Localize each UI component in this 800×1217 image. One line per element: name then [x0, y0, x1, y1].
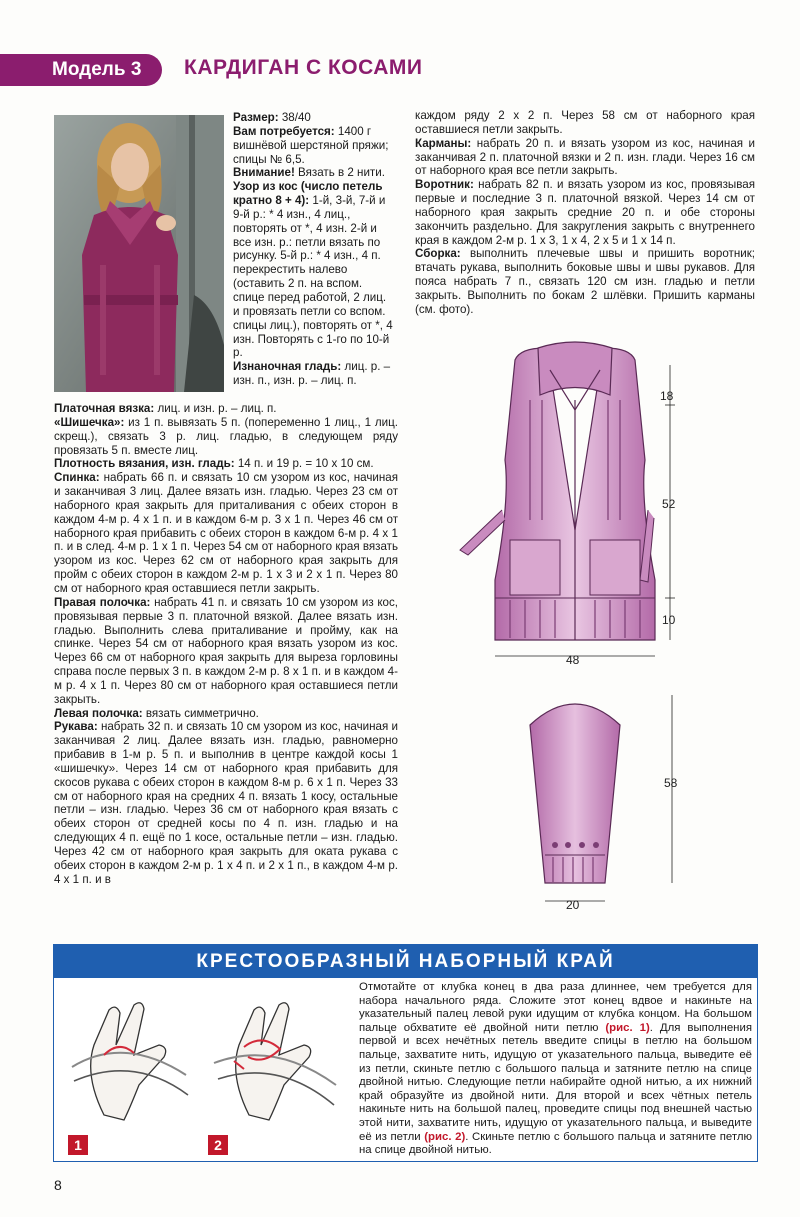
size-value: 38/40 [281, 111, 311, 124]
cable-pattern-label: Узор из кос (число петель кратно 8 + 4): [233, 180, 383, 208]
right-front-label: Правая полочка: [54, 595, 151, 609]
attention-label: Внимание! [233, 166, 295, 180]
back-text: набрать 66 п. и связать 10 см узором из кос, начиная и заканчивая 3 лиц. Далее вязать изн. гладью. Через 23 см от наборного края закрыть для приталивания с обеих сторон в каждом 4-м р. 4 х 1 п. и в каждом 6-м р. 3 х 1 п. Через 46 см от наборного края прибавить с обеих сторон в каждом 6-м р. 4 х 1 п. и в след. 4-м р. 1 х 1 п. Через 54 см от наборного края вязать узором из кос. Через 62 см от наборного края закрыть для пройм с обеих сторон в каждом 2-м р. 1 х 3 и 2 х 1 п. Через 80 см от наборного края оставшиеся петли закрыть. [54, 471, 398, 595]
instructions-column [54, 402, 398, 887]
materials-column [233, 111, 395, 388]
model-badge [0, 54, 162, 86]
page-title: КАРДИГАН С КОСАМИ [184, 56, 423, 79]
pockets-label: Карманы: [415, 136, 472, 150]
dim-collar: 18 [660, 389, 674, 403]
size-label: Размер: [233, 111, 279, 124]
figure-ref-1: (рис. 1) [605, 1021, 650, 1034]
left-front-text: вязать симметрично. [145, 706, 259, 720]
panel-text-part-1: Отмотайте от клубка конец в два раза длиннее, чем требуется для набора начального ряда. Сложите этот конец вдвое и накиньте на указательный палец левой руки идущим от клубка концом. На большом пальце обхватите её двойной нити петлю [359, 981, 752, 1034]
dim-sleeve-length: 58 [664, 776, 678, 790]
right-front-text: набрать 41 п. и связать 10 см узором из кос, провязывая первые 3 п. платочной вязкой. Далее вязать изн. гладью. Выполнить слева приталивание и пройму, как на спинке. Через 54 см от наборного края вязать узором из кос. Через 66 см от наборного края закрыть для выреза горловины справа после первых 3 п. в каждом 2-м р. 8 х 1 п. и в каждом 4-м р. 4 х 1 п. Через 80 см от наборного края оставшиеся петли закрыть. [54, 595, 398, 706]
hand-illustration-1 [64, 985, 194, 1125]
bobble-label: «Шишечка»: [54, 415, 125, 429]
left-front-label: Левая полочка: [54, 706, 143, 720]
needs-label: Вам потребуется: [233, 124, 335, 138]
purl-stitch-label: Изнаночная гладь: [233, 360, 342, 374]
sleeves-label: Рукава: [54, 720, 98, 734]
model-label: Модель 3 [52, 59, 142, 80]
dim-width: 48 [566, 653, 580, 667]
sleeves-text: набрать 32 п. и связать 10 см узором из кос, начиная и заканчивая 2 лиц. Далее вязать изн. гладью, равномерно прибавив в 1-м р. 5 п. и выполнив в центре каждой косы 1 «шишечку». Через 14 см от наборного края прибавить для скосов рукава с обеих сторон в каждом 8-м р. 6 х 1 п. Через 33 см от наборного края на средних 4 п. вязать 1 косу, остальные петли – изн. гладью. Через 36 см от наборного края вязать с обеих сторон от средней косы по 4 п. изн. гладью и на следующих 4 п. ещё по 1 косе, остальные петли – изн. гладью. Через 42 см от наборного края закрыть для оката рукава с обеих сторон в каждом 2-м р. 1 х 4 п. и 2 х 1 п., в каждом 4-м р. 4 х 1 п. и в [54, 720, 398, 886]
right-column [415, 109, 755, 317]
purl-stitch-text: лиц. р. – изн. п., изн. р. – лиц. п. [233, 360, 391, 388]
garter-label: Платочная вязка: [54, 402, 155, 415]
collar-text: набрать 82 п. и вязать узором из кос, провязывая первые и последние 3 п. платочной вязкой. Через 14 см от наборного края закрыть средние 20 п. и обе стороны закончить раздельно. Для закругления закрыть с внутреннего края в каждом 2-м р. 1 х 3, 1 х 4, 2 х 5 и 1 х 14 п. [415, 178, 755, 247]
hand-illustration-2 [204, 985, 344, 1125]
pockets-text: набрать 20 п. и вязать узором из кос, начиная и заканчивая 2 п. платочной вязки и 2 п. изн. глади. Через 16 см от наборного края все петли закрыть. [415, 136, 755, 178]
assembly-text: выполнить плечевые швы и пришить воротник; втачать рукава, выполнить боковые швы и швы рукавов. Для пояса набрать 7 п., связать 120 см изн. гладью и петли закрыть. Выполнить по бокам 2 шлёвки. Пришить карманы (см. фото). [415, 247, 755, 316]
panel-text-part-2: . Для выполнения первой и всех нечётных петель введите спицы в петлю на большом пальце, захватите нить, идущую от указательного пальца, выведите её из петли, скиньте петлю с большого пальца и затяните петлю на спице двойной нитью. Следующие петли набирайте одной нитью, а их нижний край образуйте из двойной нити. Для второй и всех чётных петель накиньте нить на большой палец, проведите спицы под внешней частью этой нити, захватите нить, идущую от указательного пальца, и выведите её из петли [359, 1021, 753, 1143]
technique-panel [53, 944, 758, 1162]
page-number: 8 [54, 1177, 62, 1193]
figure-ref-2: (рис. 2) [424, 1130, 466, 1143]
model-photo [54, 115, 224, 392]
needs-value: 1400 г вишнёвой шерстяной пряжи; спицы № 6,5. [233, 124, 389, 166]
dim-body-height: 52 [662, 497, 676, 511]
cable-pattern-text: 1-й, 3-й, 7-й и 9-й р.: * 4 изн., 4 лиц., повторять от *, 4 изн. 2-й и все изн. р.: петли вязать по рисунку. 5-й р.: * 4 изн., 4 п. перекрестить налево (оставить 2 п. на вспом. спице перед работой, 2 лиц. и провязать петли со вспом. спицы лиц.), повторять от *, 4 изн. Повторять с 1-го по 10-й р. [233, 194, 393, 360]
collar-label: Воротник: [415, 178, 474, 192]
body-schematic [450, 340, 700, 675]
sleeve-schematic [510, 685, 700, 920]
figure-number-1: 1 [68, 1135, 88, 1155]
gauge-text: 14 п. и 19 р. = 10 х 10 см. [237, 457, 374, 471]
panel-text [359, 981, 752, 1158]
attention-value: Вязать в 2 нити. [298, 166, 385, 180]
bobble-text: из 1 п. вывязать 5 п. (попеременно 1 лиц., 1 лиц. скрещ.), связать 3 р. лиц. гладью, в следующем ряду провязать 5 п. вместе лиц. [54, 415, 398, 457]
dim-border: 10 [662, 613, 676, 627]
panel-text-part-3: . Скиньте петлю с большого пальца и затяните петлю на спице двойной нитью. [359, 1130, 753, 1157]
garter-text: лиц. и изн. р. – лиц. п. [157, 402, 277, 415]
gauge-label: Плотность вязания, изн. гладь: [54, 457, 235, 471]
dim-sleeve-width: 20 [566, 898, 580, 912]
figure-number-2: 2 [208, 1135, 228, 1155]
back-label: Спинка: [54, 471, 100, 485]
panel-title: КРЕСТООБРАЗНЫЙ НАБОРНЫЙ КРАЙ [54, 945, 757, 978]
sleeves-continued-text: каждом ряду 2 х 2 п. Через 58 см от наборного края оставшиеся петли закрыть. [415, 109, 755, 136]
assembly-label: Сборка: [415, 247, 461, 261]
